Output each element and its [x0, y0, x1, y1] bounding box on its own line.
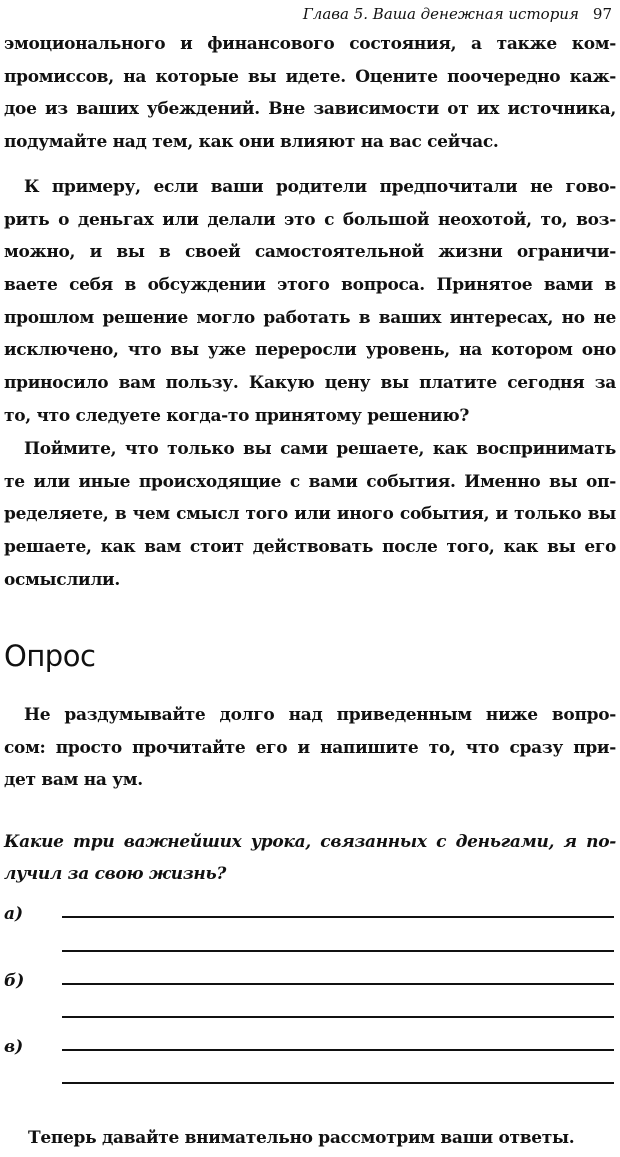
text-line: решаете, как вам стоит действовать после того, как вы его — [4, 537, 616, 558]
text-line: прошлом решение могло работать в ваших интересах, но не — [4, 307, 616, 328]
text-line: то, что следуете когда-то принятому решению? — [4, 405, 470, 426]
section-heading: Опрос — [4, 639, 96, 673]
answer-label-b: б) — [4, 971, 25, 991]
text-line: дое из ваших убеждений. Вне зависимости от их источника, — [4, 99, 616, 120]
paragraph-3 — [4, 433, 616, 596]
answer-label-a: а) — [4, 904, 24, 924]
running-head — [303, 4, 612, 24]
text-line: можно, и вы в своей самостоятельной жизни ограничи- — [4, 242, 616, 263]
answer-line-a-1[interactable] — [62, 916, 614, 918]
answer-line-b-1[interactable] — [62, 983, 614, 985]
answer-line-b-2[interactable] — [62, 1016, 614, 1018]
question-line: лучил за свою жизнь? — [4, 864, 227, 884]
paragraph-1 — [4, 28, 616, 159]
paragraph-2 — [4, 171, 616, 433]
answer-line-c-2[interactable] — [62, 1082, 614, 1084]
text-line: ваете себя в обсуждении этого вопроса. Принятое вами в — [4, 275, 616, 296]
text-line: Поймите, что только вы сами решаете, как воспринимать — [24, 439, 616, 459]
text-line: осмыслили. — [4, 569, 120, 590]
text-line: исключено, что вы уже переросли уровень, на котором оно — [4, 340, 616, 361]
question-line: Какие три важнейших урока, связанных с деньгами, я по- — [4, 832, 616, 852]
answer-line-c-1[interactable] — [62, 1049, 614, 1051]
text-line: ределяете, в чем смысл того или иного события, и только вы — [4, 504, 616, 525]
text-line: эмоционального и финансового состояния, а также ком- — [4, 34, 616, 54]
text-line: промиссов, на которые вы идете. Оцените поочередно каж- — [4, 66, 616, 87]
text-line: Не раздумывайте долго над приведенным ниже вопро- — [24, 705, 616, 725]
text-line: подумайте над тем, как они влияют на вас сейчас. — [4, 132, 499, 153]
chapter-title: Глава 5. Ваша денежная история — [302, 5, 579, 23]
text-line: те или иные происходящие с вами события. Именно вы оп- — [4, 471, 616, 492]
answer-line-a-2[interactable] — [62, 950, 614, 952]
text-line: рить о деньгах или делали это с большой неохотой, то, воз- — [4, 209, 616, 230]
text-line: сом: просто прочитайте его и напишите то, что сразу при- — [4, 737, 616, 758]
text-line: приносило вам пользу. Какую цену вы платите сегодня за — [4, 373, 616, 394]
page-number: 97 — [592, 5, 612, 23]
text-line: дет вам на ум. — [4, 770, 143, 791]
answer-label-c: в) — [4, 1037, 24, 1057]
text-line: К примеру, если ваши родители предпочитали не гово- — [24, 177, 616, 197]
survey-question — [4, 826, 616, 890]
closing-line: Теперь давайте внимательно рассмотрим ваши ответы. — [28, 1128, 575, 1148]
section-intro — [4, 699, 616, 797]
